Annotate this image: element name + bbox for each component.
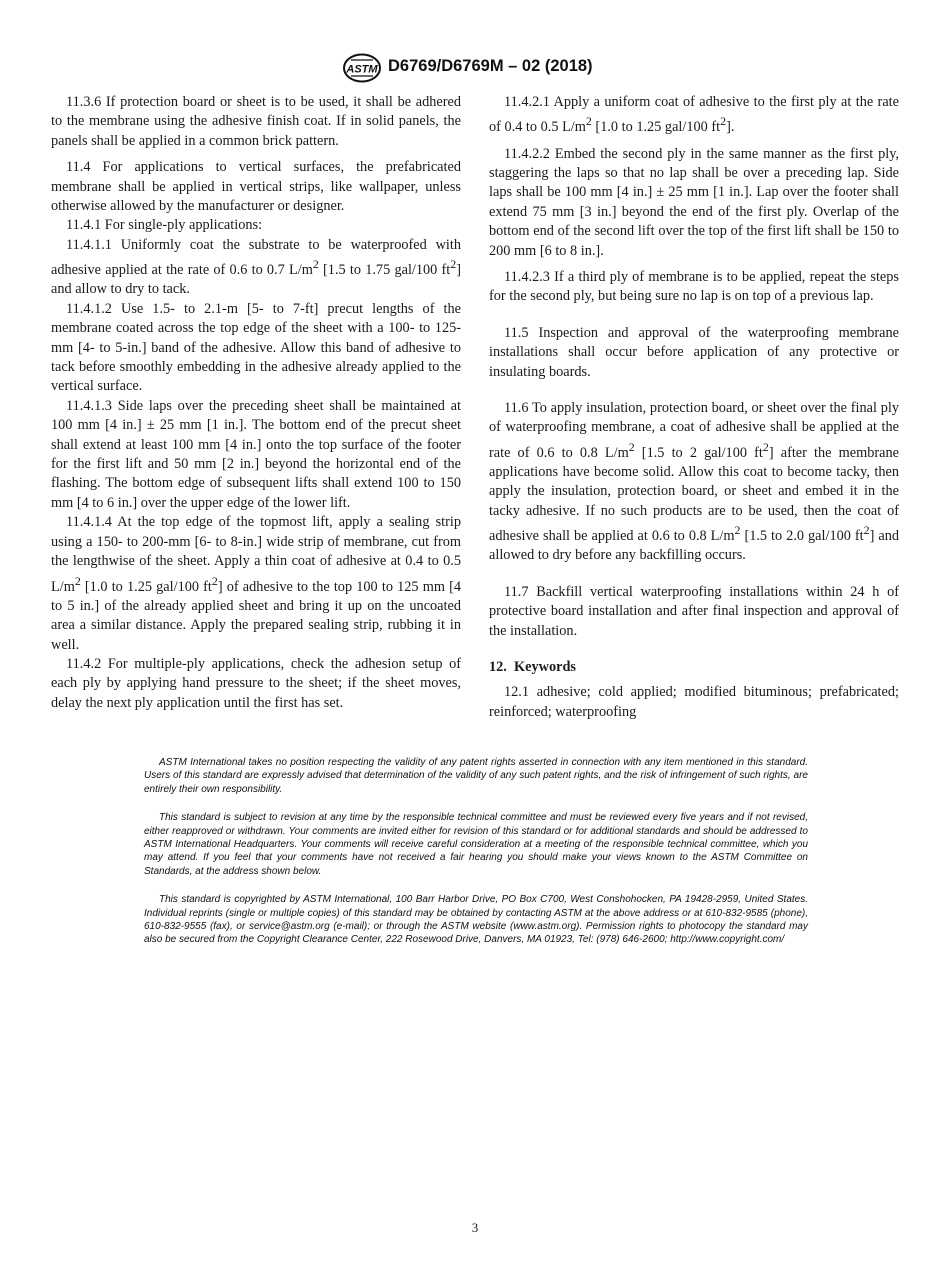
paragraph-11-4-1-2: 11.4.1.2 Use 1.5- to 2.1-m [5- to 7-ft] precut lengths of the membrane coated across the top edge of the sheet with a 100- to 125-mm [4- to 5-in.] band of the adhesive. Allow this band of adhesive to tack before smoothly embedding in the adhesive already applied to the vertical surface.	[51, 300, 461, 395]
paragraph-11-4-2-2: 11.4.2.2 Embed the second ply in the same manner as the first ply, staggering the laps so that no lap shall be over a preceding lap. Side laps shall be 100 mm [4 in.] ± 25 mm [1 in.]. Lap over the footer shall extend 75 mm [3 in.] beyond the end of the first ply. Overlap of the bottom end of the second lift over the top of the first lift shall be 150 to 200 mm [6 to 8 in.].	[489, 145, 899, 259]
left-column	[51, 93, 461, 713]
paragraph-12-1: 12.1 adhesive; cold applied; modified bituminous; prefabricated; reinforced; waterproofing	[489, 684, 899, 720]
paragraph-11-4: 11.4 For applications to vertical surfaces, the prefabricated membrane shall be applied in vertical strips, like wallpaper, unless otherwise allowed by the manufacturer or designer.	[51, 159, 461, 215]
paragraph-11-4-1: 11.4.1 For single-ply applications:	[66, 217, 263, 234]
paragraph-11-4-2: 11.4.2 For multiple-ply applications, check the adhesion setup of each ply by applying hand pressure to the sheet; if the sheet moves, delay the next ply application until the first has set.	[51, 655, 461, 711]
footnote-revision: This standard is subject to revision at any time by the responsible technical committee and must be reviewed every five years and if not revised, either reapproved or withdrawn. Your comments are invited either for revision of this standard or for additional standards and should be addressed to ASTM International Headquarters. Your comments will receive careful consideration at a meeting of the responsible technical committee, which you may attend. If you feel that your comments have not received a fair hearing you should make your views known to the ASTM Committee on Standards, at the address shown below.	[144, 812, 808, 877]
paragraph-11-3-6: 11.3.6 If protection board or sheet is to be used, it shall be adhered to the membrane using the adhesive finish coat. If in solid panels, the panels shall be applied in a common brick pattern.	[51, 94, 461, 149]
footnotes	[144, 756, 808, 962]
keywords-heading: 12. Keywords	[489, 659, 576, 676]
page-header	[0, 52, 950, 86]
paragraph-11-6: 11.6 To apply insulation, protection board, or sheet over the final ply of waterproofing membrane, a coat of adhesive shall be applied at the rate of 0.6 to 0.8 $L/m^2$ [1.5 to 2 gal/100 $ft^2$] after the membrane applications have become solid. Allow this coat to become tacky, then apply the insulation, protection board, or sheet and embed it in the tacky adhesive. If no such products are to be used, then the coat of adhesive shall be applied at 0.6 to 0.8 $L/m^2$ [1.5 to 2.0 gal/100 $ft^2$] and allowed to dry before any backfilling occurs.	[489, 400, 899, 564]
svg-text:ASTM: ASTM	[346, 63, 378, 76]
paragraph-11-4-1-4: 11.4.1.4 At the top edge of the topmost lift, apply a sealing strip using a 150- to 200-mm [6- to 8-in.] wide strip of membrane, cut from the lengthwise of the sheet. Apply a thin coat of adhesive at 0.4 to 0.5 $L/m^2$ [1.0 to 1.25 gal/100 $ft^2$] of adhesive to the top 100 to 125 mm [4 to 5 in.] of the already applied sheet and bring it up on the uncoated area a similar distance. Apply the prepared sealing strip, rubbing it in well.	[51, 514, 461, 653]
paragraph-11-4-1-3: 11.4.1.3 Side laps over the preceding sheet shall be maintained at 100 mm [4 in.] ± 25 mm [1 in.]. The bottom end of the precut sheet shall extend at least 100 mm [4 in.] onto the top surface of the footer for the first lift and 50 mm [2 in.] beyond the horizontal end of the flashing. The bottom edge of subsequent lifts shall extend 100 to 150 mm [4 to 6 in.] over the upper edge of the lower lift.	[51, 397, 461, 511]
paragraph-11-4-1-1: 11.4.1.1 Uniformly coat the substrate to be waterproofed with adhesive applied at the rate of 0.6 to 0.7 $L/m^2$ [1.5 to 1.75 gal/100 $ft^2$] and allow to dry to tack.	[51, 236, 462, 298]
paragraph-11-7: 11.7 Backfill vertical waterproofing installations within 24 h of protective board installation and after final inspection and approval of the installation.	[489, 583, 899, 639]
footnote-patent: ASTM International takes no position respecting the validity of any patent rights asserted in connection with any item mentioned in this standard. Users of this standard are expressly advised that determination of the validity of any such patent rights, and the risk of infringement of such rights, are entirely their own responsibility.	[144, 757, 808, 795]
paragraph-11-4-2-1: 11.4.2.1 Apply a uniform coat of adhesive to the first ply at the rate of 0.4 to 0.5 $L/m^2$ [1.0 to 1.25 gal/100 $ft^2$].	[489, 94, 899, 136]
right-column	[489, 93, 899, 722]
astm-logo-icon	[342, 53, 382, 83]
standard-designation: D6769/D6769M – 02 (2018)	[388, 57, 593, 75]
page-number: 3	[471, 1220, 479, 1235]
paragraph-11-5: 11.5 Inspection and approval of the waterproofing membrane installations shall occur before application of any protective or insulating boards.	[489, 324, 899, 380]
footnote-copyright: This standard is copyrighted by ASTM International, 100 Barr Harbor Drive, PO Box C700, West Conshohocken, PA 19428-2959, United States. Individual reprints (single or multiple copies) of this standard may be obtained by contacting ASTM at the above address or at 610-832-9585 (phone), 610-832-9555 (fax), or service@astm.org (e-mail); or through the ASTM website (www.astm.org). Permission rights to photocopy the standard may also be secured from the Copyright Clearance Center, 222 Rosewood Drive, Danvers, MA 01923, Tel: (978) 646-2600; http://www.copyright.com/	[144, 894, 808, 946]
paragraph-11-4-2-3: 11.4.2.3 If a third ply of membrane is to be applied, repeat the steps for the second ply, but being sure no lap is on top of a previous lap.	[489, 269, 899, 305]
